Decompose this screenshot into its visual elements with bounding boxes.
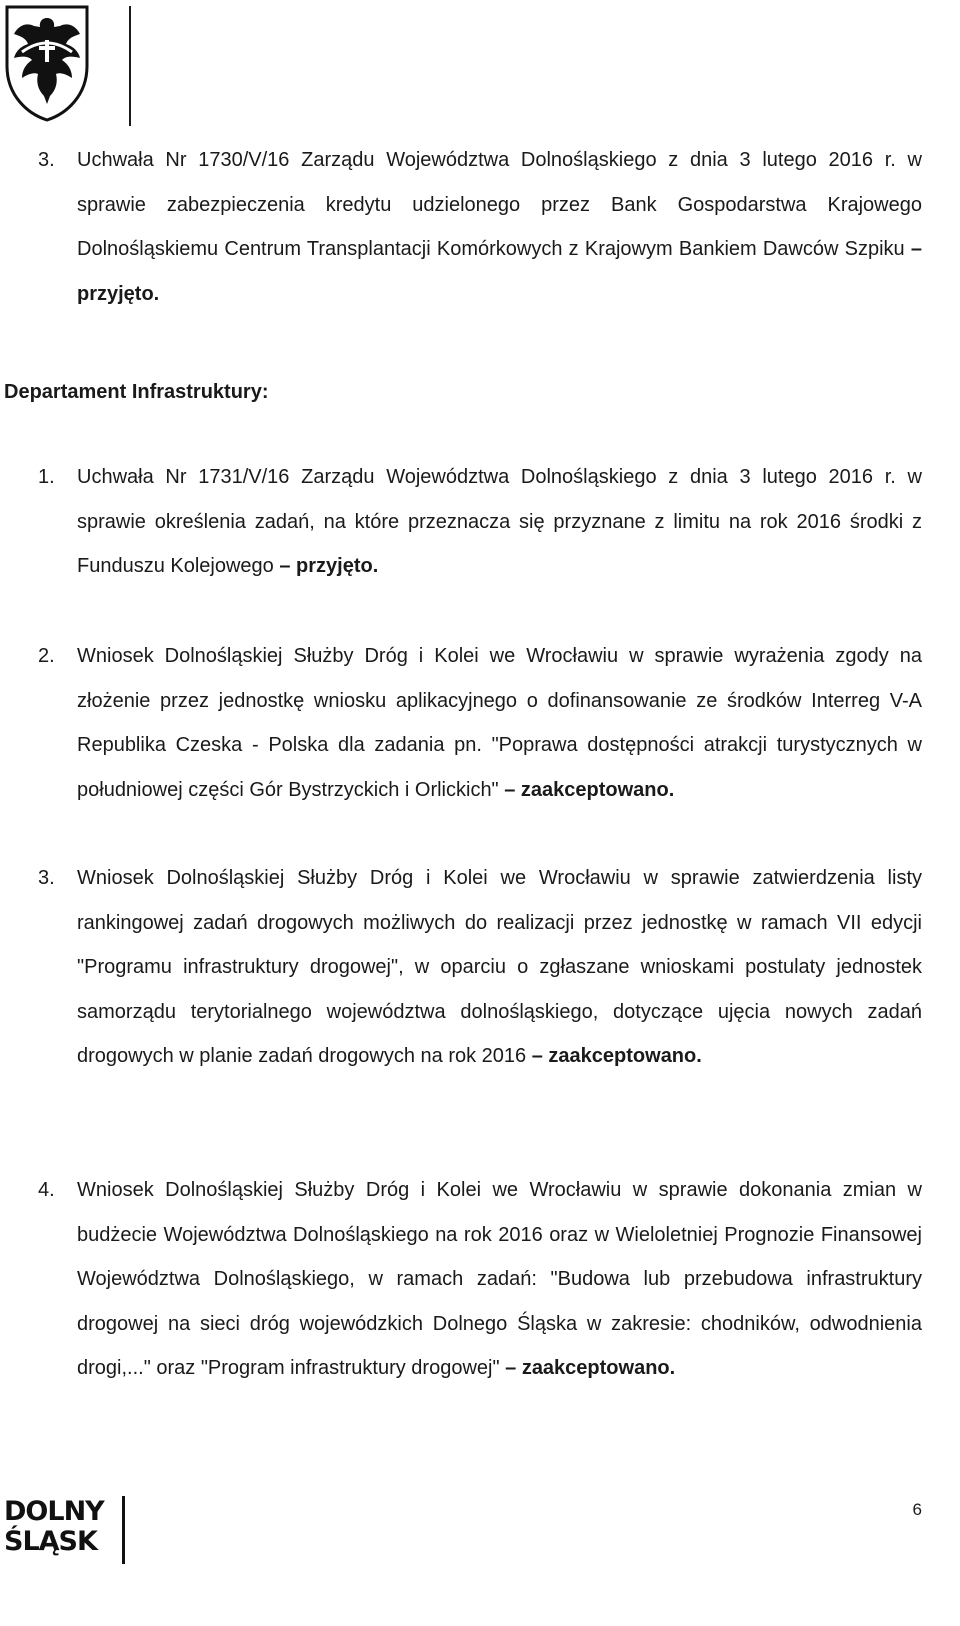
item-text-container xyxy=(77,634,922,812)
item-number: 3. xyxy=(38,867,55,889)
logo-text-line1: DOLNY xyxy=(4,1496,104,1527)
item-text-container xyxy=(77,455,922,589)
item-text: Uchwała Nr 1731/V/16 Zarządu Województwa Dolnośląskiego z dnia 3 lutego 2016 r. w sprawie określenia zadań, na które przeznacza się przyznane z limitu na rok 2016 środki z Funduszu Kolejowego xyxy=(77,466,922,578)
item-text: Uchwała Nr 1730/V/16 Zarządu Województwa Dolnośląskiego z dnia 3 lutego 2016 r. w sprawie zabezpieczenia kredytu udzielonego przez Bank Gospodarstwa Krajowego Dolnośląskiemu Centrum Transplantacji Komórkowych z Krajowym Bankiem Dawców Szpiku xyxy=(77,149,922,261)
item-status: zaakceptowano. xyxy=(521,1357,676,1380)
item-text-container xyxy=(77,138,922,316)
item-text: Wniosek Dolnośląskiej Służby Dróg i Kolei we Wrocławiu w sprawie dokonania zmian w budżecie Województwa Dolnośląskiego na rok 2016 oraz w Wieloletniej Prognozie Finansowej Województwa Dolnośląskiego, w ramach zadań: "Budowa lub przebudowa infrastruktury drogowej na sieci dróg wojewódzkich Dolnego Śląska w zakresie: chodników, odwodnienia drogi,..." oraz "Program infrastruktury drogowej" xyxy=(77,1179,922,1380)
section-title: Departament Infrastruktury: xyxy=(4,381,269,403)
eagle-crest-icon xyxy=(4,4,90,122)
item-number: 3. xyxy=(38,149,55,171)
item-status: zaakceptowano. xyxy=(520,778,675,801)
item-dash: – xyxy=(505,1357,522,1380)
item-dash: – xyxy=(279,555,297,578)
item-dash: – xyxy=(910,238,922,261)
item-text-container xyxy=(77,856,922,1079)
item-status: zaakceptowano. xyxy=(548,1045,702,1068)
dolny-slask-logo xyxy=(4,1497,104,1557)
item-number: 4. xyxy=(38,1179,55,1201)
item-number: 2. xyxy=(38,645,55,667)
item-dash: – xyxy=(504,778,521,801)
item-text-container xyxy=(77,1168,922,1391)
page-number: 6 xyxy=(912,1500,922,1519)
item-text: Wniosek Dolnośląskiej Służby Dróg i Kolei we Wrocławiu w sprawie zatwierdzenia listy rankingowej zadań drogowych możliwych do realizacji przez jednostkę w ramach VII edycji "Programu infrastruktury drogowej", w oparciu o zgłaszane wnioskami postulaty jednostek samorządu terytorialnego województwa dolnośląskiego, dotyczące ujęcia nowych zadań drogowych w planie zadań drogowych na rok 2016 xyxy=(77,867,922,1068)
header-divider xyxy=(129,6,131,126)
footer-logo-divider xyxy=(122,1496,125,1564)
item-status: przyjęto. xyxy=(77,282,160,305)
item-text: Wniosek Dolnośląskiej Służby Dróg i Kolei we Wrocławiu w sprawie wyrażenia zgody na złożenie przez jednostkę wniosku aplikacyjnego o dofinansowanie ze środków Interreg V-A Republika Czeska - Polska dla zadania pn. "Poprawa dostępności atrakcji turystycznych w południowej części Gór Bystrzyckich i Orlickich" xyxy=(77,645,922,801)
item-number: 1. xyxy=(38,466,55,488)
item-dash: – xyxy=(531,1045,549,1068)
logo-text-line2: ŚLĄSK xyxy=(4,1526,97,1557)
item-status: przyjęto. xyxy=(296,555,379,578)
